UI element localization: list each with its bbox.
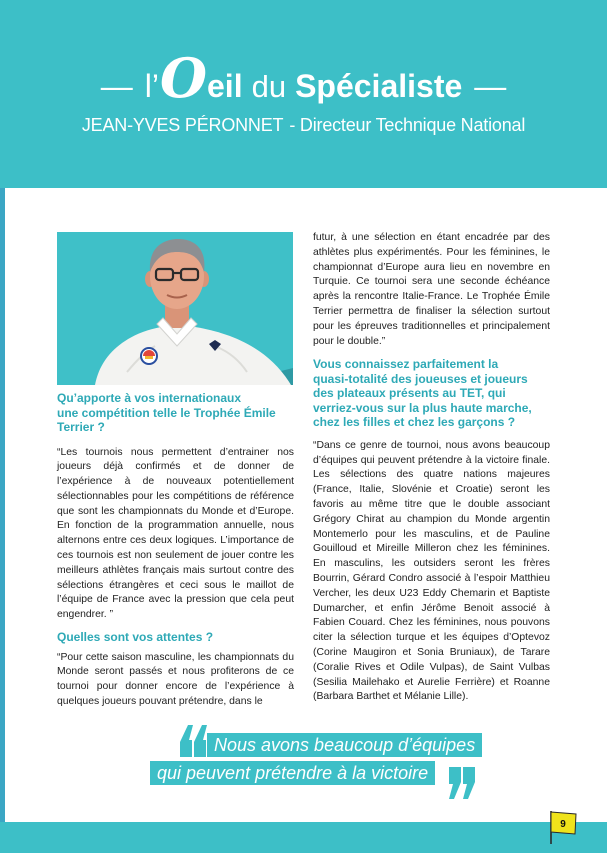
title-dash-left: — <box>100 68 133 104</box>
answer-2-continued: futur, à une sélection en étant encadrée par des athlètes plus expérimentés. Pour les féminines, le championnat d’Europe aura lieu en novembre en Turquie. Ce tournoi sera une seconde échéance après la rencontre Italie-France. Le Trophée Émile Terrier permettra de finaliser la sélection surtout pour les épreuves traditionnelles et principalement pour le double.” <box>313 232 550 347</box>
question-3: Vous connaissez parfaitement la quasi-totalité des joueuses et joueurs des plateaux présents au TET, qui verriez-vous sur la plus haute marche, chez les filles et chez les garçons ? <box>313 357 532 430</box>
article-column-left <box>57 391 294 710</box>
title-initial-letter: O <box>159 46 207 110</box>
footer-bar <box>0 822 607 853</box>
open-quote-mark <box>178 725 208 759</box>
pull-quote-line-1: Nous avons beaucoup d’équipes <box>207 733 482 757</box>
page-number: 9 <box>560 819 566 830</box>
author-name: JEAN-YVES PÉRONNET <box>81 115 284 135</box>
close-quote-mark <box>447 765 477 799</box>
title-word-specialiste: Spécialiste <box>295 68 463 104</box>
title-word-oeil-rest: eil <box>207 68 243 104</box>
article-column-right <box>313 231 550 705</box>
answer-1: “Les tournois nous permettent d’entrainer nos joueurs déjà confirmés et de donner de l’expérience à de nouveaux potentiellement sélectionnables pour les compétitions de référence que sont les championnats du Monde et d’Europe. En fonction de la programmation annuelle, nous alternons entre ces deux logiques. L’importance de ces tournois est non seulement de jouer contre les meilleurs athlètes français mais surtout contre des sélections étrangères et ceci sous le maillot de l’équipe de France avec la pression que cela peut engendrer. ” <box>57 446 294 621</box>
left-edge-stripe <box>0 188 5 822</box>
question-1: Qu’apporte à vos internationaux une compétition telle le Trophée Émile Terrier ? <box>57 391 276 434</box>
answer-2-start: “Pour cette saison masculine, les championnats du Monde seront passés et nous profiterons de ce tournoi pour donner encore de l’expérience à quelques joueurs pouvant prétendre, dans le <box>57 651 294 707</box>
title-word-du: du <box>251 69 287 104</box>
portrait-photo <box>57 232 293 385</box>
author-subtitle <box>0 115 607 135</box>
pull-quote-line-2: qui peuvent prétendre à la victoire <box>150 761 435 785</box>
page-number-flag <box>545 806 581 846</box>
title-dash-right: — <box>474 68 507 104</box>
answer-3: “Dans ce genre de tournoi, nous avons beaucoup d’équipes qui peuvent prétendre à la victoire finale. Les sélections des quatre nations majeures (France, Italie, Slovénie et Croatie) seront les favoris au même titre que le double associant Grégory Chirat au champion du Monde argentin Montemerlo pour les masculins, et de Pauline Gouilloud et Mireille Milleron chez les féminines. En masculins, les outsiders seront les frères Bourrin, Gérard Condro associé à l’espoir Matthieu Vercher, les deux U23 Eddy Chemarin et Baptiste Dumarcher, et enfin Jérôme Benoit associé à Fabien Couard. Chez les féminines, nous pouvons citer la sélection turque et les équipes d’Optevoz (Corine Maugiron et Sonia Bruniaux), de Tarare (Coralie Rives et Odile Vulpas), de Saint Vulbas (Sesilia Mailehako et Aurelie Ferrière) et Roanne (Barbara Barthet et Mélanie Lille). <box>313 439 550 703</box>
title-article: l’ <box>144 68 159 104</box>
section-title <box>0 46 607 110</box>
author-role: - Directeur Technique National <box>289 115 526 135</box>
question-2: Quelles sont vos attentes ? <box>57 630 214 645</box>
shirt-badge <box>141 348 157 364</box>
